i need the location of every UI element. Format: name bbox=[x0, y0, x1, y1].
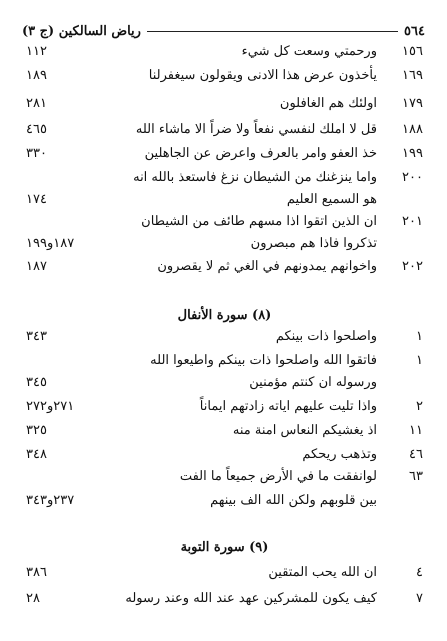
verse-text: اولئك هم الغافلون bbox=[279, 96, 377, 111]
verse-text: فاتقوا الله واصلحوا ذات بينكم واطيعوا الله bbox=[150, 353, 377, 368]
index-row bbox=[26, 234, 423, 254]
verse-number: ١٥٦ bbox=[402, 44, 423, 59]
page-ref: ١٧٤ bbox=[26, 192, 47, 207]
index-row bbox=[26, 397, 423, 417]
index-row bbox=[26, 168, 423, 188]
index-row bbox=[26, 467, 423, 487]
index-row bbox=[26, 120, 423, 140]
verse-number: ٢٠٠ bbox=[402, 170, 423, 185]
verse-text: ان الذين اتقوا اذا مسهم طائف من الشيطان bbox=[141, 214, 377, 229]
page-ref: ٢٨١ bbox=[26, 96, 47, 111]
verse-number: ١٨٨ bbox=[402, 122, 423, 137]
verse-text: قل لا املك لنفسي نفعاً ولا ضراً الا ماشاء الله bbox=[135, 122, 377, 137]
verse-number: ١٧٩ bbox=[402, 96, 423, 111]
verse-text: ورسوله ان كنتم مؤمنين bbox=[249, 375, 377, 390]
verse-text: كيف يكون للمشركين عهد عند الله وعند رسوله bbox=[125, 591, 377, 606]
verse-number: ١ bbox=[416, 353, 423, 368]
index-row bbox=[26, 445, 423, 465]
verse-text: ان الله يحب المتقين bbox=[268, 565, 377, 580]
index-row bbox=[26, 66, 423, 86]
verse-number: ٤٦ bbox=[409, 447, 423, 462]
index-row bbox=[26, 563, 423, 583]
verse-number: ١٩٩ bbox=[402, 146, 423, 161]
verse-number: ٦٣ bbox=[409, 469, 423, 484]
verse-text: لوانفقت ما في الأرض جميعاً ما الفت bbox=[179, 469, 377, 484]
verse-number: ١١ bbox=[409, 423, 423, 438]
verse-text: ورحمتي وسعت كل شيء bbox=[241, 44, 377, 59]
index-row bbox=[26, 491, 423, 511]
page-ref: ١٨٧ bbox=[26, 259, 47, 274]
verse-number: ٢ bbox=[416, 399, 423, 414]
page-ref: ٢٨ bbox=[26, 591, 40, 606]
page-number: ٥٦٤ bbox=[404, 23, 425, 39]
index-row bbox=[26, 351, 423, 371]
verse-text: واذا تليت عليهم اياته زادتهم ايماناً bbox=[199, 399, 377, 414]
page-ref: ٣٨٦ bbox=[26, 565, 47, 580]
index-row bbox=[26, 373, 423, 393]
verse-text: تذكروا فاذا هم مبصرون bbox=[250, 236, 377, 251]
verse-text: واصلحوا ذات بينكم bbox=[275, 329, 377, 344]
page-ref: ١٨٧و١٩٩ bbox=[26, 236, 75, 251]
index-row bbox=[26, 190, 423, 210]
verse-text: يأخذون عرض هذا الادنى ويقولون سيغفرلنا bbox=[148, 68, 377, 83]
index-row bbox=[26, 42, 423, 62]
page-header bbox=[22, 22, 425, 40]
index-row bbox=[26, 94, 423, 114]
page-ref: ٣٤٣ bbox=[26, 329, 47, 344]
verse-text: هو السميع العليم bbox=[286, 192, 377, 207]
header-rule bbox=[147, 31, 398, 32]
surah-heading: (٨) سورة الأنفال bbox=[177, 308, 272, 323]
index-row bbox=[26, 212, 423, 232]
page-ref: ٣٢٥ bbox=[26, 423, 47, 438]
verse-number: ١٦٩ bbox=[402, 68, 423, 83]
page-ref: ٤٦٥ bbox=[26, 122, 47, 137]
verse-text: بين قلوبهم ولكن الله الف بينهم bbox=[210, 493, 377, 508]
surah-heading: (٩) سورة التوبة bbox=[180, 540, 269, 555]
index-row bbox=[26, 421, 423, 441]
verse-text: وتذهب ريحكم bbox=[302, 447, 377, 462]
verse-number: ٤ bbox=[416, 565, 423, 580]
index-row bbox=[26, 589, 423, 609]
index-row bbox=[26, 257, 423, 277]
verse-number: ٧ bbox=[416, 591, 423, 606]
verse-number: ٢٠٢ bbox=[402, 259, 423, 274]
running-title: رياض السالكين (ج ٣) bbox=[22, 23, 141, 39]
page-ref: ٣٤٨ bbox=[26, 447, 47, 462]
page-ref: ٢٣٧و٣٤٣ bbox=[26, 493, 75, 508]
verse-text: خذ العفو وامر بالعرف واعرض عن الجاهلين bbox=[144, 146, 377, 161]
verse-text: اذ يغشيكم النعاس امنة منه bbox=[232, 423, 377, 438]
page-ref: ١١٢ bbox=[26, 44, 47, 59]
page-ref: ١٨٩ bbox=[26, 68, 47, 83]
index-row bbox=[26, 327, 423, 347]
page-ref: ٣٤٥ bbox=[26, 375, 47, 390]
index-row bbox=[26, 144, 423, 164]
verse-text: واما ينزغنك من الشيطان نزغ فاستعذ بالله انه bbox=[133, 170, 377, 185]
page-ref: ٢٧١و٢٧٢ bbox=[26, 399, 75, 414]
verse-text: واخوانهم يمدونهم في الغي ثم لا يقصرون bbox=[157, 259, 377, 274]
verse-number: ١ bbox=[416, 329, 423, 344]
page-ref: ٣٣٠ bbox=[26, 146, 47, 161]
verse-number: ٢٠١ bbox=[402, 214, 423, 229]
